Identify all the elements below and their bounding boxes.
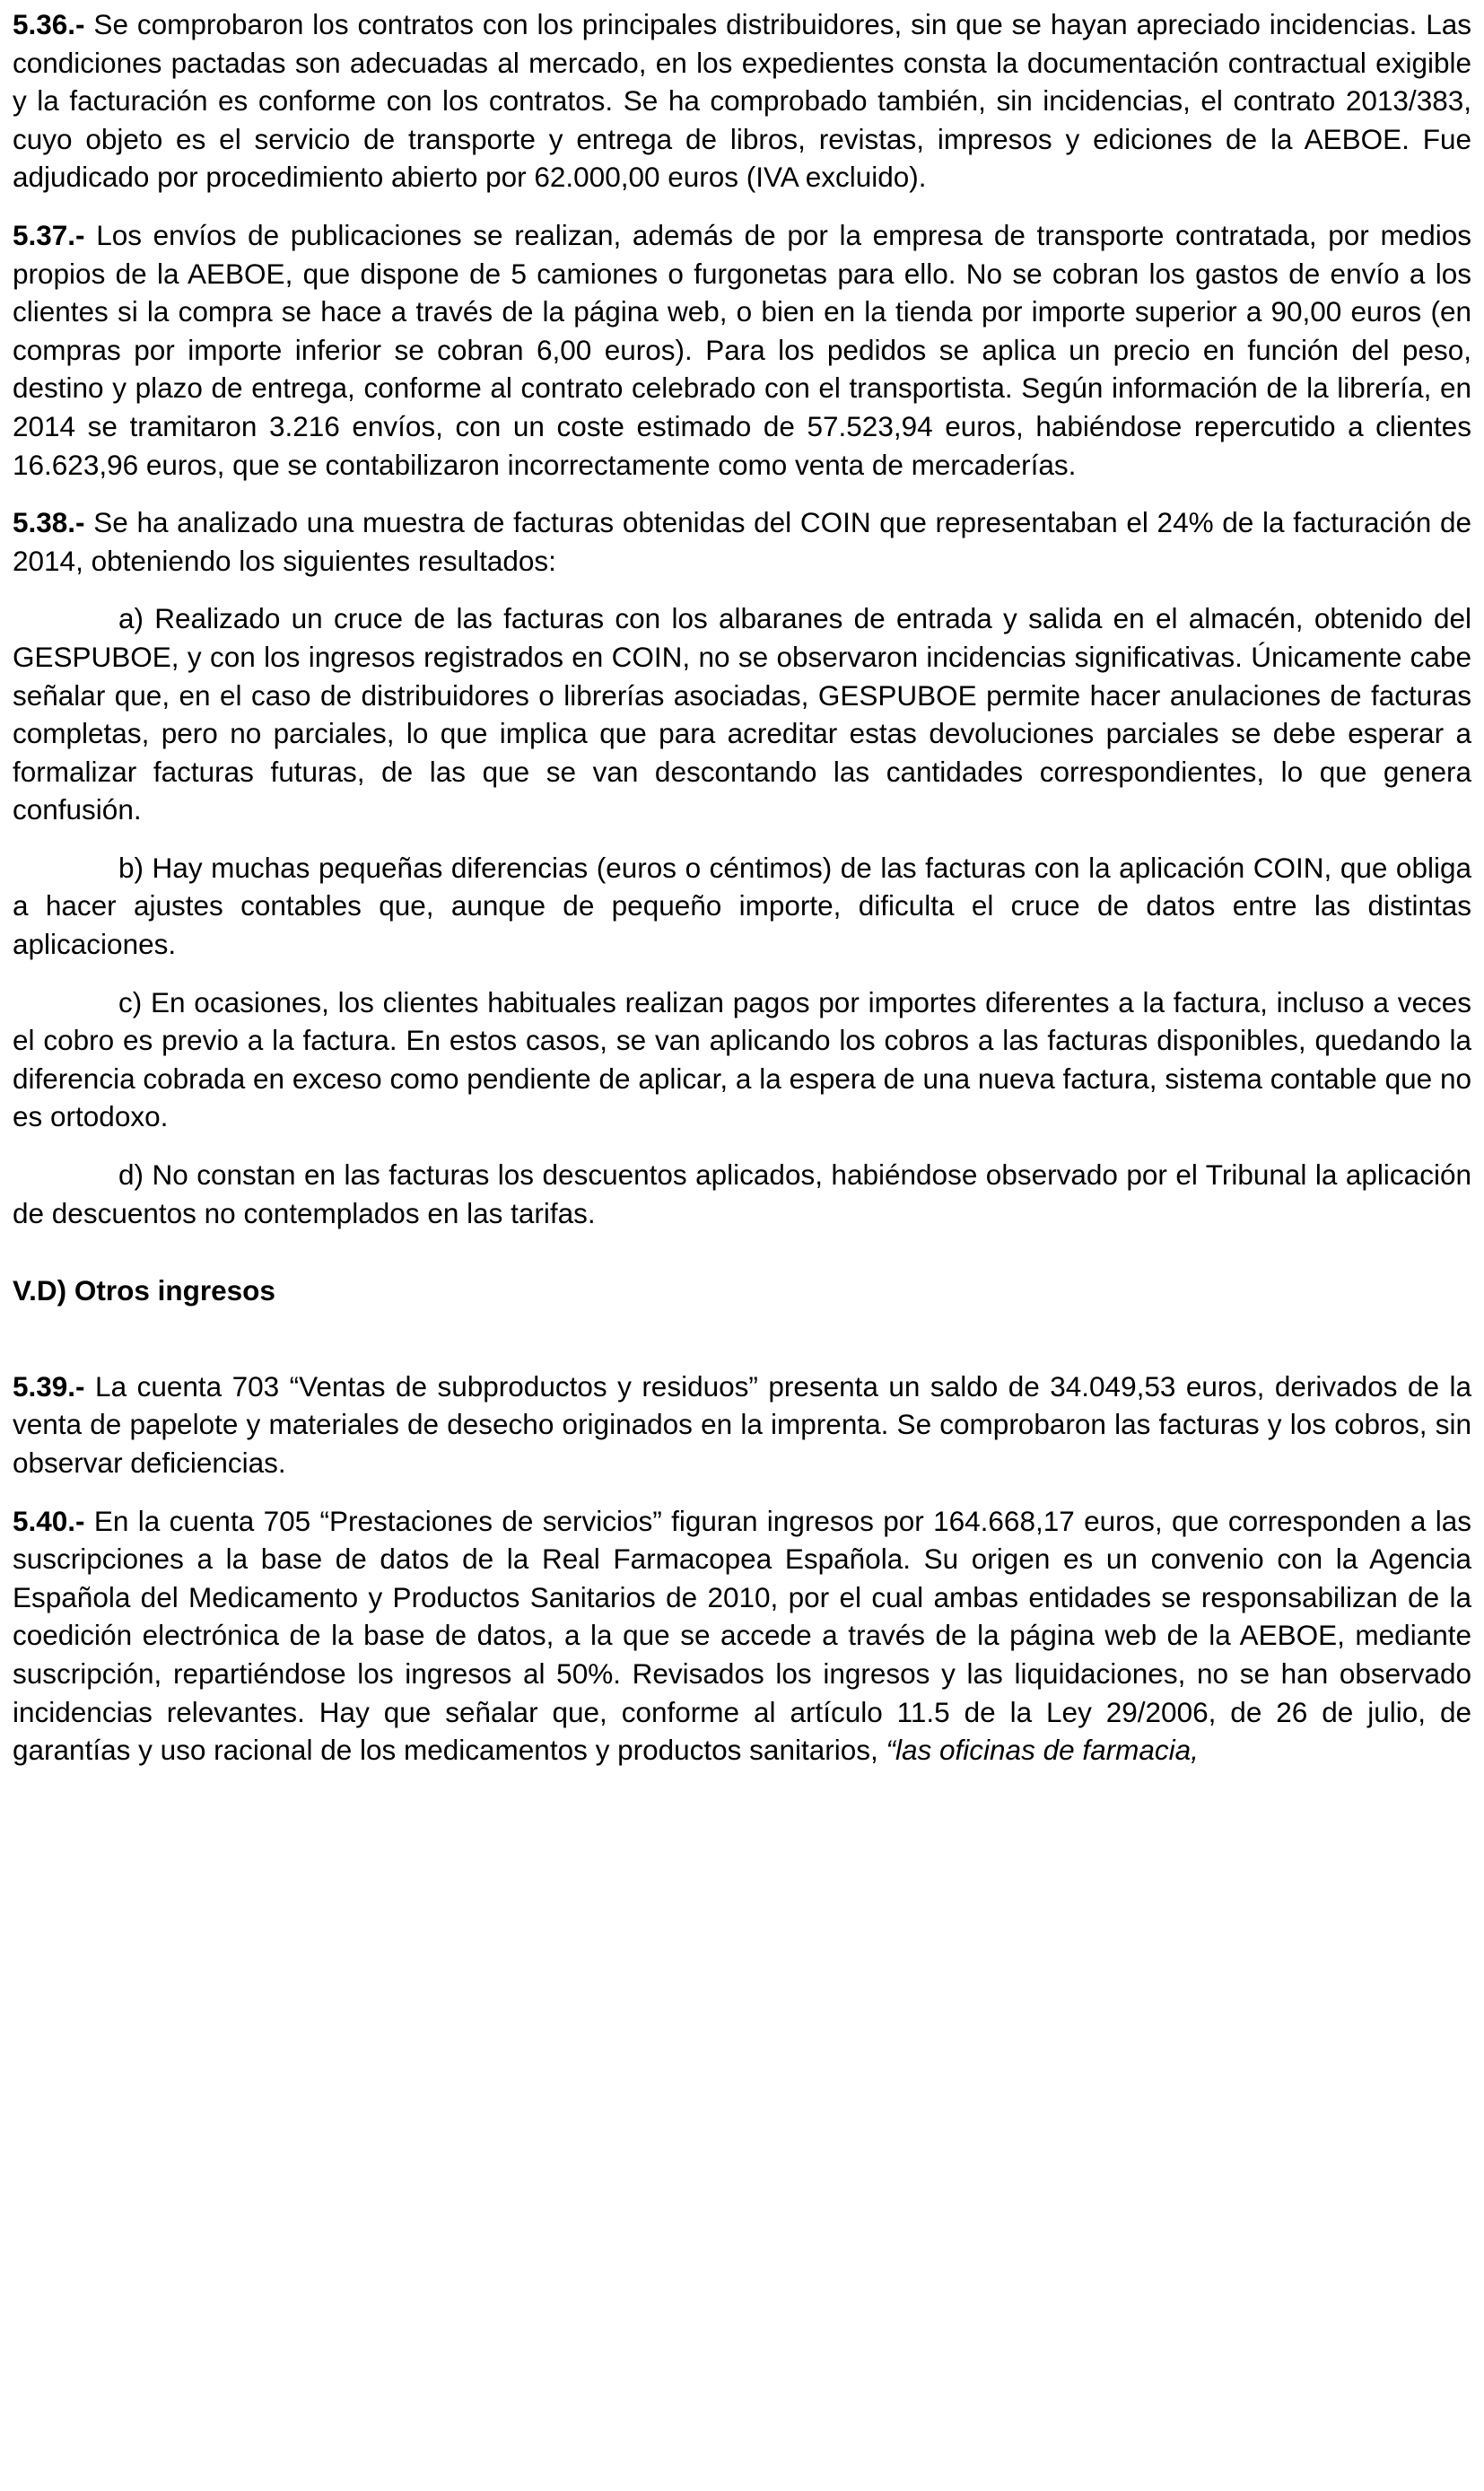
paragraph-5-36 — [13, 5, 1471, 197]
list-item-d: d) No constan en las facturas los descuentos aplicados, habiéndose observado por el Tribunal la aplicación de descuentos no contemplados en las tarifas. — [13, 1158, 1471, 1229]
paragraph-5-40 — [13, 1502, 1471, 1770]
quoted-text: “las oficinas de farmacia, — [886, 1734, 1199, 1767]
paragraph-number: 5.36.- — [13, 8, 85, 40]
list-item-c: c) En ocasiones, los clientes habituales realizan pagos por importes diferentes a la factura, incluso a veces el cobro es previo a la factura. En estos casos, se van aplicando los cobros a las facturas disponibles, quedando la diferencia cobrada en exceso como pendiente de aplicar, a la espera de una nueva factura, sistema contable que no es ortodoxo. — [13, 985, 1471, 1133]
list-item-b: b) Hay muchas pequeñas diferencias (euros o céntimos) de las facturas con la aplicación COIN, que obliga a hacer ajustes contables que, aunque de pequeño importe, dificulta el cruce de datos entre las distintas aplicaciones. — [13, 851, 1471, 961]
document-page — [13, 5, 1471, 1789]
paragraph-text: Los envíos de publicaciones se realizan, además de por la empresa de transporte contratada, por medios propios de la AEBOE, que dispone de 5 camiones o furgonetas para ello. No se cobran los gastos de envío a los clientes si la compra se hace a través de la página web, o bien en la tienda por importe superior a 90,00 euros (en compras por importe inferior se cobran 6,00 euros). Para los pedidos se aplica un precio en función del peso, destino y plazo de entrega, conforme al contrato celebrado con el transportista. Según información de la librería, en 2014 se tramitaron 3.216 envíos, con un coste estimado de 57.523,94 euros, habiéndose repercutido a clientes 16.623,96 euros, que se contabilizaron incorrectamente como venta de mercaderías. — [13, 218, 1471, 481]
paragraph-text: En la cuenta 705 “Prestaciones de servicios” figuran ingresos por 164.668,17 euros, que corresponden a las suscripciones a la base de datos de la Real Farmacopea Española. Su origen es un convenio con la Agencia Española del Medicamento y Productos Sanitarios de 2010, por el cual ambas entidades se responsabilizan de la coedición electrónica de la base de datos, a la que se accede a través de la página web de la AEBOE, mediante suscripción, repartiéndose los ingresos al 50%. Revisados los ingresos y las liquidaciones, no se han observado incidencias relevantes. Hay que señalar que, conforme al artículo 11.5 de la Ley 29/2006, de 26 de julio, de garantías y uso racional de los medicamentos y productos sanitarios, — [13, 1504, 1471, 1767]
paragraph-text: Se comprobaron los contratos con los principales distribuidores, sin que se hayan apreciado incidencias. Las condiciones pactadas son adecuadas al mercado, en los expedientes consta la documentación contractual exigible y la facturación es conforme con los contratos. Se ha comprobado también, sin incidencias, el contrato 2013/383, cuyo objeto es el servicio de transporte y entrega de libros, revistas, impresos y ediciones de la AEBOE. Fue adjudicado por procedimiento abierto por 62.000,00 euros (IVA excluido). — [13, 8, 1471, 194]
paragraph-number: 5.38.- — [13, 506, 85, 539]
list-item-a: a) Realizado un cruce de las facturas con los albaranes de entrada y salida en el almacén, obtenido del GESPUBOE, y con los ingresos registrados en COIN, no se observaron incidencias significativas. Únicamente cabe señalar que, en el caso de distribuidores o librerías asociadas, GESPUBOE permite hacer anulaciones de facturas completas, pero no parciales, lo que implica que para acreditar estas devoluciones parciales se debe esperar a formalizar facturas futuras, de las que se van descontando las cantidades correspondientes, lo que genera confusión. — [13, 602, 1471, 826]
paragraph-number: 5.40.- — [13, 1504, 85, 1537]
paragraph-5-38 — [13, 503, 1471, 580]
paragraph-text: Se ha analizado una muestra de facturas obtenidas del COIN que representaban el 24% de la facturación de 2014, obteniendo los siguientes resultados: — [13, 506, 1471, 577]
paragraph-text: La cuenta 703 “Ventas de subproductos y residuos” presenta un saldo de 34.049,53 euros, derivados de la venta de papelote y materiales de desecho originados en la imprenta. Se comprobaron las facturas y los cobros, sin observar deficiencias. — [13, 1369, 1471, 1479]
paragraph-5-37 — [13, 216, 1471, 484]
paragraph-5-39 — [13, 1368, 1471, 1482]
paragraph-number: 5.37.- — [13, 218, 85, 251]
section-heading: V.D) Otros ingresos — [13, 1274, 275, 1307]
paragraph-number: 5.39.- — [13, 1369, 85, 1403]
